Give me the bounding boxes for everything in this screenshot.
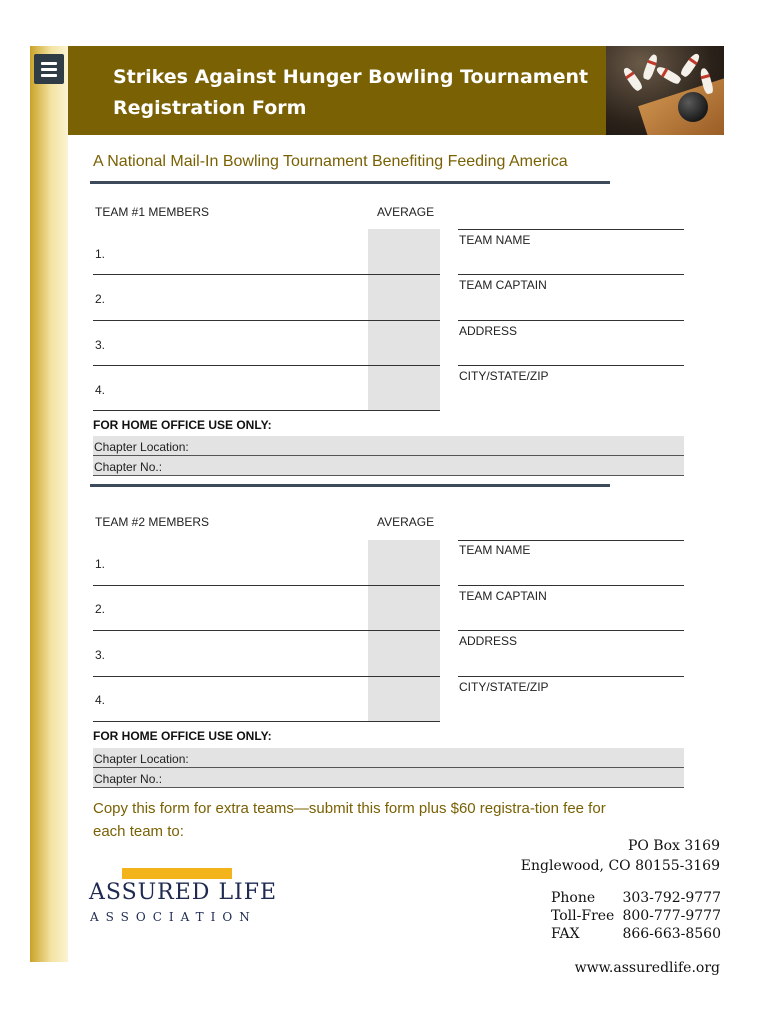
bowling-strike-photo — [606, 46, 724, 135]
contact-info — [551, 889, 721, 943]
team-name-label: TEAM NAME — [459, 543, 531, 557]
info-entry-line[interactable] — [458, 630, 684, 631]
side-gold-strip — [30, 46, 68, 962]
member-entry-line[interactable] — [93, 585, 440, 586]
contact-value: 866-663-8560 — [622, 926, 721, 942]
member-number: 1. — [95, 557, 106, 571]
mailing-address — [470, 836, 720, 876]
pin-icon — [655, 65, 682, 86]
average-label: AVERAGE — [377, 515, 435, 529]
logo-subtitle: ASSOCIATION — [90, 910, 257, 924]
chapter-location-field[interactable] — [93, 436, 684, 456]
member-number: 2. — [95, 292, 106, 306]
contact-label: FAX — [551, 926, 580, 942]
info-entry-line[interactable] — [458, 274, 684, 275]
bowling-ball-icon — [678, 92, 708, 122]
chapter-location-label: Chapter Location: — [94, 440, 189, 454]
address-line: PO Box 3169 — [627, 838, 720, 854]
chapter-number-label: Chapter No.: — [94, 772, 163, 786]
team-members-label: TEAM #1 MEMBERS — [95, 205, 210, 219]
member-number: 3. — [95, 648, 106, 662]
contact-row — [551, 907, 721, 925]
member-number: 2. — [95, 602, 106, 616]
member-entry-line[interactable] — [93, 630, 440, 631]
member-entry-line[interactable] — [93, 676, 440, 677]
team-name-label: TEAM NAME — [459, 233, 531, 247]
average-label: AVERAGE — [377, 205, 435, 219]
section-divider — [90, 181, 610, 184]
chapter-number-label: Chapter No.: — [94, 460, 163, 474]
chapter-number-field[interactable] — [93, 456, 684, 476]
member-number: 1. — [95, 247, 106, 261]
city-state-zip-label: CITY/STATE/ZIP — [459, 680, 549, 694]
average-entry-column[interactable] — [368, 540, 440, 722]
info-entry-line[interactable] — [458, 229, 684, 230]
team-members-label: TEAM #2 MEMBERS — [95, 515, 210, 529]
member-number: 3. — [95, 338, 106, 352]
pin-icon — [679, 52, 701, 78]
address-line: Englewood, CO 80155-3169 — [520, 858, 720, 874]
menu-icon[interactable] — [34, 54, 64, 84]
website-link[interactable]: www.assuredlife.org — [574, 960, 720, 976]
member-entry-line[interactable] — [93, 320, 440, 321]
team-captain-label: TEAM CAPTAIN — [459, 589, 547, 603]
logo-wordmark: ASSURED LIFE — [89, 880, 278, 905]
team-captain-label: TEAM CAPTAIN — [459, 278, 547, 292]
chapter-location-label: Chapter Location: — [94, 752, 189, 766]
office-use-title: FOR HOME OFFICE USE ONLY: — [93, 729, 272, 743]
member-entry-line[interactable] — [93, 365, 440, 366]
pin-icon — [621, 66, 643, 92]
office-use-title: FOR HOME OFFICE USE ONLY: — [93, 418, 272, 432]
info-entry-line[interactable] — [458, 365, 684, 366]
address-label: ADDRESS — [459, 324, 518, 338]
contact-label: Phone — [551, 890, 596, 906]
logo-accent-bar — [122, 868, 232, 879]
address-label: ADDRESS — [459, 634, 518, 648]
submission-instructions: Copy this form for extra teams—submit this form plus $60 registra-tion fee for each team to: — [93, 800, 606, 840]
chapter-number-field[interactable] — [93, 768, 684, 788]
chapter-location-field[interactable] — [93, 748, 684, 768]
page-title: Strikes Against Hunger Bowling Tournament Registration Form — [113, 66, 589, 119]
section-divider — [90, 484, 610, 487]
contact-row — [551, 925, 721, 943]
contact-value: 800-777-9777 — [622, 908, 721, 924]
info-entry-line[interactable] — [458, 540, 684, 541]
contact-label: Toll-Free — [551, 908, 615, 924]
member-number: 4. — [95, 693, 106, 707]
info-entry-line[interactable] — [458, 676, 684, 677]
city-state-zip-label: CITY/STATE/ZIP — [459, 369, 549, 383]
info-entry-line[interactable] — [458, 320, 684, 321]
member-entry-line[interactable] — [93, 721, 440, 722]
subtitle: A National Mail-In Bowling Tournament Benefiting Feeding America — [93, 153, 568, 170]
info-entry-line[interactable] — [458, 585, 684, 586]
member-entry-line[interactable] — [93, 274, 440, 275]
member-number: 4. — [95, 383, 106, 397]
member-entry-line[interactable] — [93, 410, 440, 411]
contact-value: 303-792-9777 — [622, 890, 721, 906]
contact-row — [551, 889, 721, 907]
